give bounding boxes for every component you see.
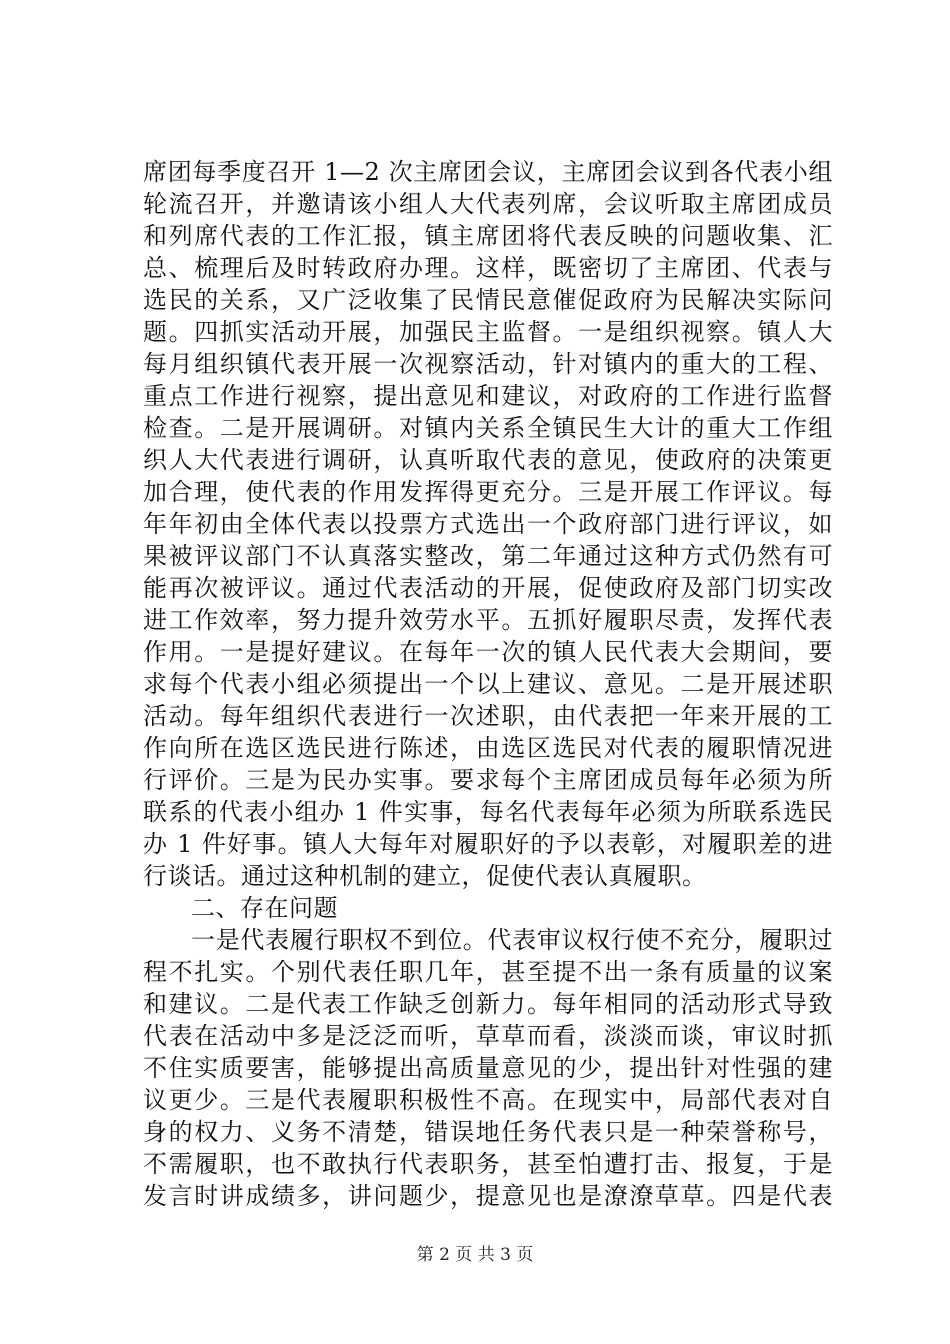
body-line: 选民的关系，又广泛收集了民情民意催促政府为民解决实际问 <box>143 286 833 314</box>
body-line: 活动。每年组织代表进行一次述职，由代表把一年来开展的工 <box>143 702 833 730</box>
section-line: 程不扎实。个别代表任职几年，甚至提不出一条有质量的议案 <box>143 958 833 986</box>
body-line: 年年初由全体代表以投票方式选出一个政府部门进行评议，如 <box>143 510 833 538</box>
body-line: 办 1 件好事。镇人大每年对履职好的予以表彰，对履职差的进 <box>143 830 833 858</box>
section-heading: 二、存在问题 <box>191 894 338 922</box>
body-line: 行评价。三是为民办实事。要求每个主席团成员每年必须为所 <box>143 766 833 794</box>
body-line: 和列席代表的工作汇报，镇主席团将代表反映的问题收集、汇 <box>143 222 833 250</box>
body-line: 每月组织镇代表开展一次视察活动，针对镇内的重大的工程、 <box>143 350 833 378</box>
body-line: 果被评议部门不认真落实整改，第二年通过这种方式仍然有可 <box>143 542 833 570</box>
body-line: 行谈话。通过这种机制的建立，促使代表认真履职。 <box>143 862 707 890</box>
section-line: 代表在活动中多是泛泛而听，草草而看，淡淡而谈，审议时抓 <box>143 1022 833 1050</box>
section-line: 议更少。三是代表履职积极性不高。在现实中，局部代表对自 <box>143 1086 833 1114</box>
section-line: 不需履职，也不敢执行代表职务，甚至怕遭打击、报复，于是 <box>143 1150 833 1178</box>
body-line: 作用。一是提好建议。在每年一次的镇人民代表大会期间，要 <box>143 638 833 666</box>
body-line: 席团每季度召开 1—2 次主席团会议，主席团会议到各代表小组 <box>143 158 833 186</box>
section-line: 发言时讲成绩多，讲问题少，提意见也是潦潦草草。四是代表 <box>143 1182 833 1210</box>
body-line: 题。四抓实活动开展，加强民主监督。一是组织视察。镇人大 <box>143 318 833 346</box>
section-line: 一是代表履行职权不到位。代表审议权行使不充分，履职过 <box>191 926 833 954</box>
section-line: 不住实质要害，能够提出高质量意见的少，提出针对性强的建 <box>143 1054 833 1082</box>
body-line: 织人大代表进行调研，认真听取代表的意见，使政府的决策更 <box>143 446 833 474</box>
body-line: 能再次被评议。通过代表活动的开展，促使政府及部门切实改 <box>143 574 833 602</box>
body-line: 总、梳理后及时转政府办理。这样，既密切了主席团、代表与 <box>143 254 833 282</box>
body-line: 求每个代表小组必须提出一个以上建议、意见。二是开展述职 <box>143 670 833 698</box>
body-line: 检查。二是开展调研。对镇内关系全镇民生大计的重大工作组 <box>143 414 833 442</box>
body-line: 加合理，使代表的作用发挥得更充分。三是开展工作评议。每 <box>143 478 833 506</box>
body-line: 联系的代表小组办 1 件实事，每名代表每年必须为所联系选民 <box>143 798 833 826</box>
body-line: 作向所在选区选民进行陈述，由选区选民对代表的履职情况进 <box>143 734 833 762</box>
body-line: 进工作效率，努力提升效劳水平。五抓好履职尽责，发挥代表 <box>143 606 833 634</box>
section-line: 身的权力、义务不清楚，错误地任务代表只是一种荣誉称号， <box>143 1118 833 1146</box>
body-line: 重点工作进行视察，提出意见和建议，对政府的工作进行监督 <box>143 382 833 410</box>
page-footer: 第 2 页 共 3 页 <box>416 1245 534 1265</box>
section-line: 和建议。二是代表工作缺乏创新力。每年相同的活动形式导致 <box>143 990 833 1018</box>
document-body <box>143 156 833 1212</box>
body-line: 轮流召开，并邀请该小组人大代表列席，会议听取主席团成员 <box>143 190 833 218</box>
